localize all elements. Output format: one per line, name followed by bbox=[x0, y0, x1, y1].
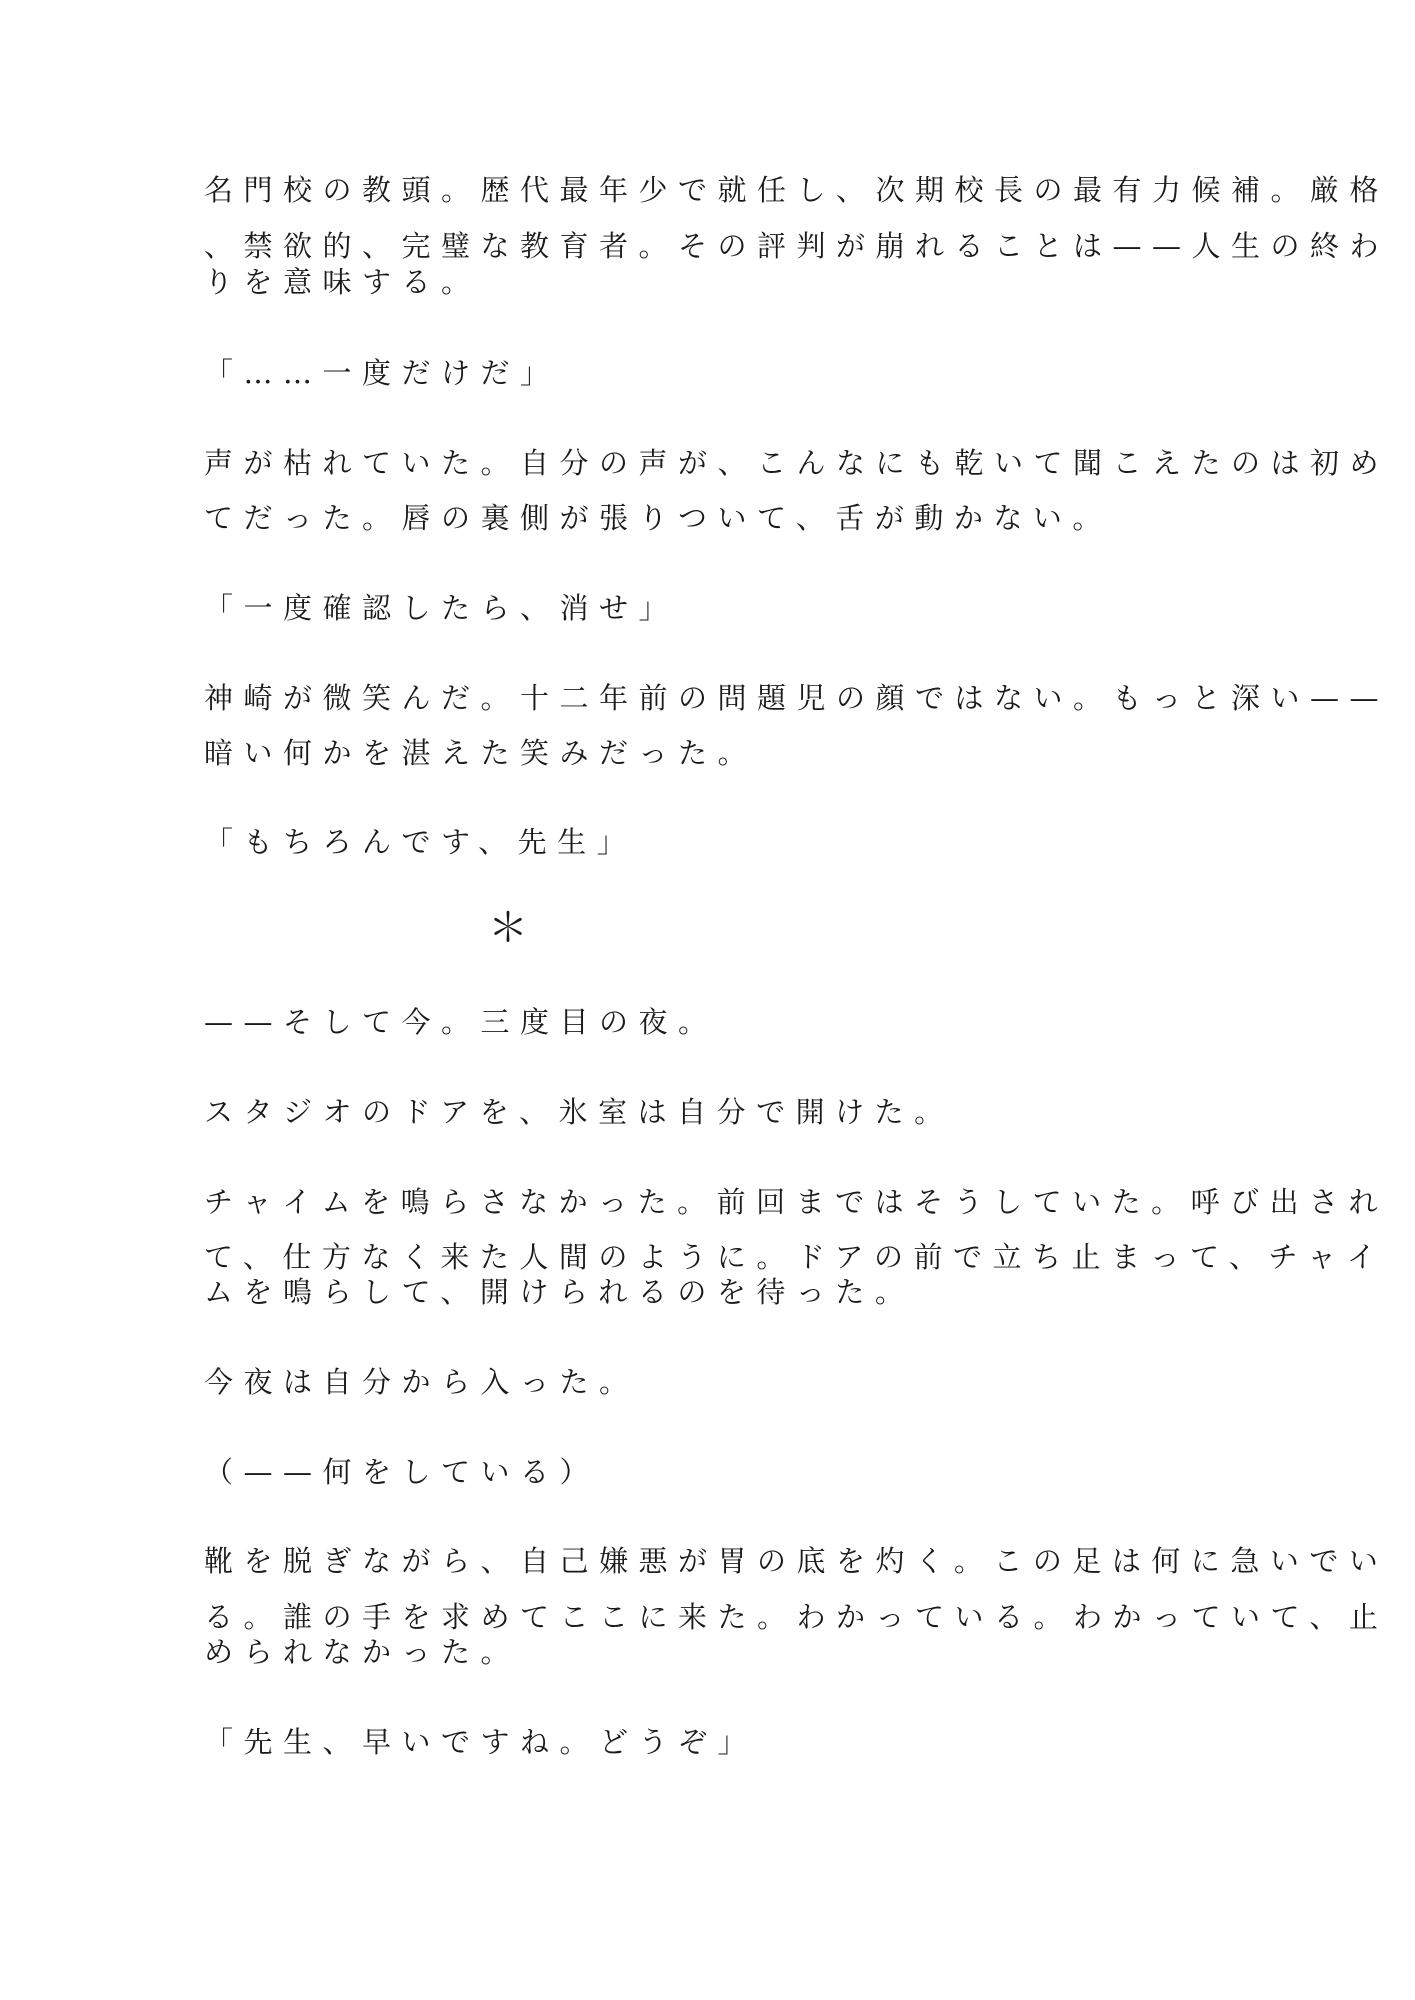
text-line: 靴を脱ぎながら、自己嫌悪が胃の底を灼く。この足は何に急いでい bbox=[204, 1544, 1389, 1578]
scene-break-asterisk: ＊ bbox=[488, 905, 528, 951]
text-line: りを意味する。 bbox=[204, 265, 481, 299]
text-line: 暗い何かを湛えた笑みだった。 bbox=[204, 736, 758, 770]
text-line: 今夜は自分から入った。 bbox=[204, 1365, 639, 1399]
thought-line: （——何をしている） bbox=[204, 1455, 600, 1489]
text-line: 声が枯れていた。自分の声が、こんなにも乾いて聞こえたのは初め bbox=[204, 446, 1390, 480]
text-line: る。誰の手を求めてここに来た。わかっている。わかっていて、止 bbox=[204, 1600, 1389, 1634]
dialogue-line: 「先生、早いですね。どうぞ」 bbox=[204, 1725, 758, 1759]
dialogue-line: 「……一度だけだ」 bbox=[204, 356, 560, 390]
text-line: 、禁欲的、完璧な教育者。その評判が崩れることは——人生の終わ bbox=[204, 229, 1390, 263]
text-line: てだった。唇の裏側が張りついて、舌が動かない。 bbox=[204, 501, 1112, 535]
text-line: スタジオのドアを、氷室は自分で開けた。 bbox=[204, 1095, 954, 1129]
text-line: ムを鳴らして、開けられるのを待った。 bbox=[204, 1275, 915, 1309]
text-line: て、仕方なく来た人間のように。ドアの前で立ち止まって、チャイ bbox=[204, 1240, 1387, 1274]
text-line: 名門校の教頭。歴代最年少で就任し、次期校長の最有力候補。厳格 bbox=[204, 173, 1390, 207]
text-line: められなかった。 bbox=[204, 1635, 521, 1669]
text-line: 神崎が微笑んだ。十二年前の問題児の顔ではない。もっと深い—— bbox=[204, 681, 1390, 715]
dialogue-line: 「一度確認したら、消せ」 bbox=[204, 591, 679, 625]
dialogue-line: 「もちろんです、先生」 bbox=[204, 825, 637, 859]
text-line: ——そして今。三度目の夜。 bbox=[204, 1005, 718, 1039]
text-line: チャイムを鳴らさなかった。前回まではそうしていた。呼び出され bbox=[204, 1185, 1389, 1219]
